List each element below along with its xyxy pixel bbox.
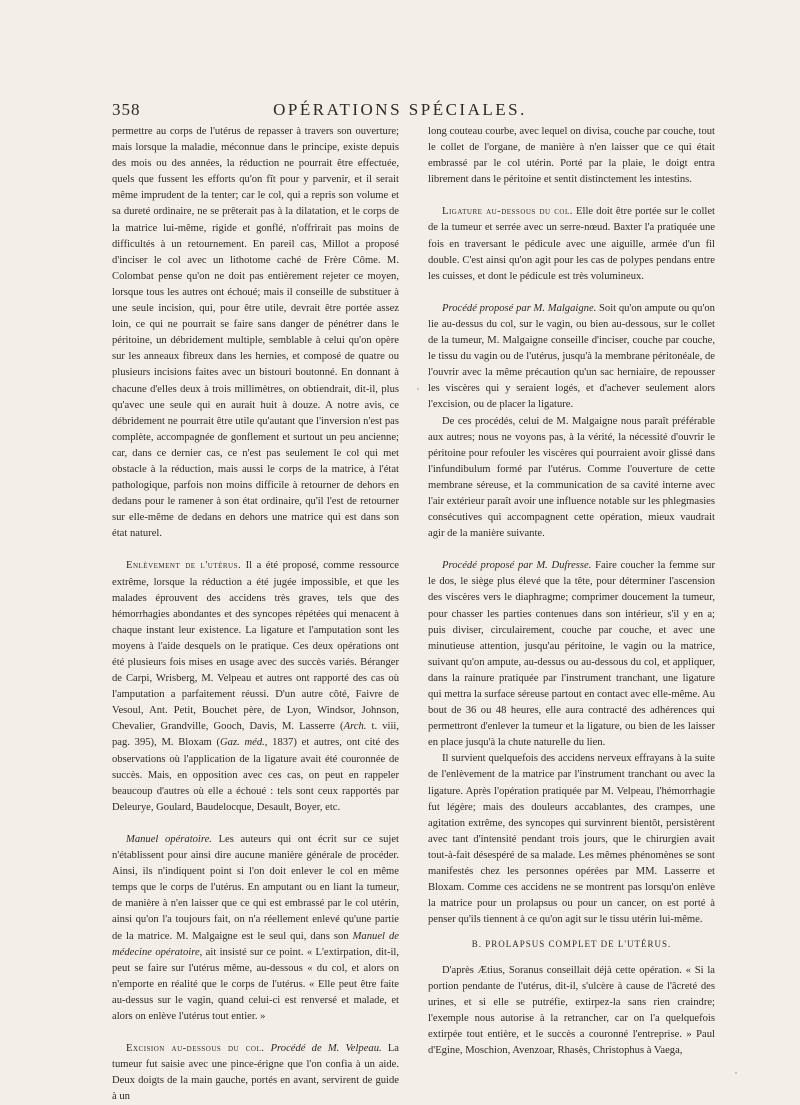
paragraph: De ces procédés, celui de M. Malgaigne nous paraît préférable aux autres; nous ne voyons pas, à la vérité, la nécessité d'ouvrir le péritoine pour refouler les viscères qui pourraient avoir glissé dans l'infundibulum formé par l'utérus. Comme l'ouverture de cette membrane séreuse, et la communication de sa cavité interne avec l'air extérieur paraît avoir une influence notable sur les phlegmasies consécutives qui accompagnent cette opération, mieux vaudrait agir de la manière suivante.	[428, 415, 715, 540]
paragraph-text: Soit qu'on ampute ou qu'on lie au-dessus du col, sur le vagin, ou bien au-dessous, sur le collet de la tumeur, M. Malgaigne conseille d'inciser, couche par couche, le tissu du vagin ou de l'utérus, jusqu'à la membrane péritonéale, de l'ouvrir avec la même précaution qu'un sac herniaire, de repousser les viscères qui y seraient logés, et d'achever seulement alors l'excision, ou de placer la ligature.	[428, 302, 715, 411]
paragraph	[428, 301, 715, 414]
paragraph-text: Faire coucher la femme sur le dos, le siège plus élevé que la tête, pour déterminer l'ascension des viscères vers le diaphragme; comprimer doucement la tumeur, pour chasser les parties contenues dans son intérieur, s'il y en a; puis diviser, circulairement, couche par couche, et avec une minutieuse attention, jusqu'au péritoine, le vagin ou la matrice, suivant qu'on ampute, au-dessus ou au-dessous du col, et appliquer, dans la rainure pratiquée par l'instrument tranchant, une ligature qui mettra la surface séreuse partout en contact avec elle-même. Au bout de 36 ou 48 heures, elle aura contracté des adhérences qui permettront d'enlever la tumeur et la ligature, ou bien de les laisser en place jusqu'à la chute naturelle du lien.	[428, 560, 716, 749]
procedure-title: Procédé de M. Velpeau.	[264, 1043, 382, 1055]
paragraph: long couteau courbe, avec lequel on divisa, couche par couche, tout le collet de l'organe, de manière à n'en laisser que ce qui était embrassé par le col utérin. Porté par la plaie, le doigt entra librement dans le péritoine et sentit distinctement les intestins.	[428, 126, 715, 186]
paragraph-text: Elle doit être portée sur le collet de la tumeur et serrée avec un serre-nœud. Baxter l'a pratiquée une fois en traversant le pédicule avec une aiguille, armée d'un fil double. C'est ainsi qu'on agit pour les cas de polypes pendans entre les cuisses, et dont le pédicule est très volumineux.	[428, 206, 715, 282]
paragraph-text: Les auteurs qui ont écrit sur ce sujet n'établissent pour ainsi dire aucune manière générale de procéder. Ainsi, ils n'indiquent point si l'on doit enlever le col en même temps que le corps de l'utérus. En amputant ou en liant la tumeur, de manière à n'en laisser que ce qui est embrassé par le col utérin, ainsi qu'on l'a toujours fait, on n'a réellement enlevé qu'une partie de la matrice. M. Malgaigne est le seul qui, dans son	[112, 833, 399, 942]
paper-speck	[735, 1072, 737, 1074]
paragraph: permettre au corps de l'utérus de repasser à travers son ouverture; mais lorsque la maladie, méconnue dans le principe, existe depuis des mois ou des années, la réduction ne pourrait être effectuée, quels que fussent les efforts qu'on fît pour y parvenir, et il serait même imprudent de la tenter; car le col, qui a repris son volume et sa dureté ordinaire, ne se prêterait pas à la dilatation, et le corps de la matrice lui-même, rigide et gonflé, n'offrirait pas moins de difficultés à un retournement. En pareil cas, Millot a proposé d'inciser le col avec un lithotome caché de Frère Côme. M. Colombat pense qu'on ne doit pas entièrement rejeter ce moyen, lorsque tous les autres ont échoué; mais il conseille de substituer à une seule incision, qui, pour être utile, devrait être portée assez loin, ce qui ne pourrait se faire sans danger de pénétrer dans le péritoine, un débridement multiple, semblable à celui qu'on opère sur les anneaux fibreux dans les hernies, et composé de quatre ou plusieurs incisions faites avec un bistouri boutonné. En donnant à chacune d'elles deux à trois millimètres, on obtiendrait, dit-il, plus qu'avec une seule qui en aurait huit à douze. A notre avis, ce débridement ne pourrait être utile qu'autant que l'inversion n'est pas complète, accompagnée de gonflement et surtout un peu ancienne; car, dans ce dernier cas, ce n'est pas seulement le col qui met obstacle à la réduction, mais aussi le corps de la matrice, à l'état pathologique, parfois non moins difficile à retourner de dehors en dedans pour le ramener à son état ordinaire, qu'il l'est de retourner sur elle-même de dedans en dehors une matrice qui est dans son état naturel.	[112, 126, 399, 540]
paragraph-text: La tumeur fut saisie avec une pince-érigne que l'on confia à un aide. Deux doigts de la main gauche, portés en avant, servirent de guide à un	[112, 1043, 400, 1103]
paper-speck	[417, 388, 419, 390]
citation: Gaz. méd.	[220, 737, 265, 749]
page-number: 358	[112, 100, 141, 119]
paragraph-text: Il a été proposé, comme ressource extrême, lorsque la réduction a été jugée impossible, et que les malades éprouvent des accidens très graves, tels que des hémorrhagies abondantes et des syncopes répétées qui menacent à chaque instant leur existence. La ligature et l'amputation sont les moyens à l'aide desquels on le pratique. Ces deux opérations ont été plusieurs fois mises en usage avec des succès variés. Béranger de Carpi, Wrisberg, M. Velpeau et autres ont rapporté des cas où l'amputation a parfaitement réussi. D'un autre côté, Faivre de Vesoul, Ant. Petit, Bouchet père, de Lyon, Windsor, Johnson, Chevalier, Grandville, Gooch, Davis, M. Lasserre (	[112, 560, 399, 733]
section-run-in-heading: Procédé proposé par M. Dufresse.	[442, 560, 592, 572]
section-run-in-heading: Manuel opératoire.	[126, 833, 212, 845]
running-title: OPÉRATIONS SPÉCIALES.	[273, 100, 527, 119]
section-heading: B. PROLAPSUS COMPLET DE L'UTÉRUS.	[471, 939, 672, 950]
paragraph-text: , 1837) et autres, ont cité des observations où l'application de la ligature avait été couronnée de succès. Mais, en opposition avec ces cas, on peut en rappeler beaucoup d'autres où elle a échoué : tels sont ceux rapportés par Deleurye, Goulard, Baudelocque, Desault, Boyer, etc.	[112, 737, 399, 813]
citation: Manuel de médecine opératoire,	[112, 930, 400, 958]
section-run-in-heading: Procédé proposé par M. Malgaigne.	[442, 302, 597, 314]
paragraph-text: ait insisté sur ce point. « L'extirpation, dit-il, peut se faire sur l'utérus même, au-dessous « du col, et alors on n'emporte en réalité que le corps de l'utérus. « Elle peut être faite au-dessus sur le vagin, quand celui-ci est renversé et malade, et alors on enlève l'utérus tout entier. »	[112, 946, 400, 1022]
paragraph	[112, 558, 399, 816]
paragraph	[112, 1041, 399, 1105]
paragraph	[428, 558, 715, 751]
section-run-in-heading: Ligature au-dessous du col.	[442, 206, 573, 218]
paragraph-text: t. viii, pag. 395), M. Bloxam (	[112, 721, 399, 749]
right-column	[428, 124, 715, 1059]
left-column	[112, 124, 399, 1105]
paragraph	[428, 204, 715, 284]
paragraph	[112, 832, 399, 1025]
citation: Arch.	[343, 721, 367, 733]
paragraph: D'après Ætius, Soranus conseillait déjà cette opération. « Si la portion pendante de l'utérus, dit-il, s'ulcère à cause de l'âcreté des urines, et si elle se putréfie, extirpez-la sans rien craindre; l'exemple nous autorise à la retrancher, car on l'a quelquefois extirpée tout entière, et le succès a couronné l'entreprise. » Paul d'Egine, Moschion, Avenzoar, Rhasès, Christophus à Vaega,	[428, 964, 715, 1056]
paragraph: Il survient quelquefois des accidens nerveux effrayans à la suite de l'enlèvement de la matrice par l'instrument tranchant ou avec la ligature. Après l'opération pratiquée par M. Velpeau, l'hémorrhagie fut légère; mais des douleurs accablantes, des crampes, une agitation extrême, des syncopes qui survinrent bientôt, persistèrent avec tant d'intensité pendant trois jours, que le chirurgien avait tout-à-fait désespéré de sa malade. Les mêmes phénomènes se sont manifestés chez les personnes opérées par MM. Lasserre et Bloxam. Comme ces accidens ne se montrent pas lorsqu'on enlève la matrice pour un prolapsus ou pour un cancer, on est porté à penser qu'ils tiennent à ce qu'on agit sur le tissu utérin lui-même.	[428, 753, 715, 926]
page-header	[112, 100, 688, 124]
section-run-in-heading: Enlèvement de l'utérus.	[126, 560, 242, 572]
section-run-in-heading: Excision au-dessous du col.	[126, 1043, 265, 1055]
